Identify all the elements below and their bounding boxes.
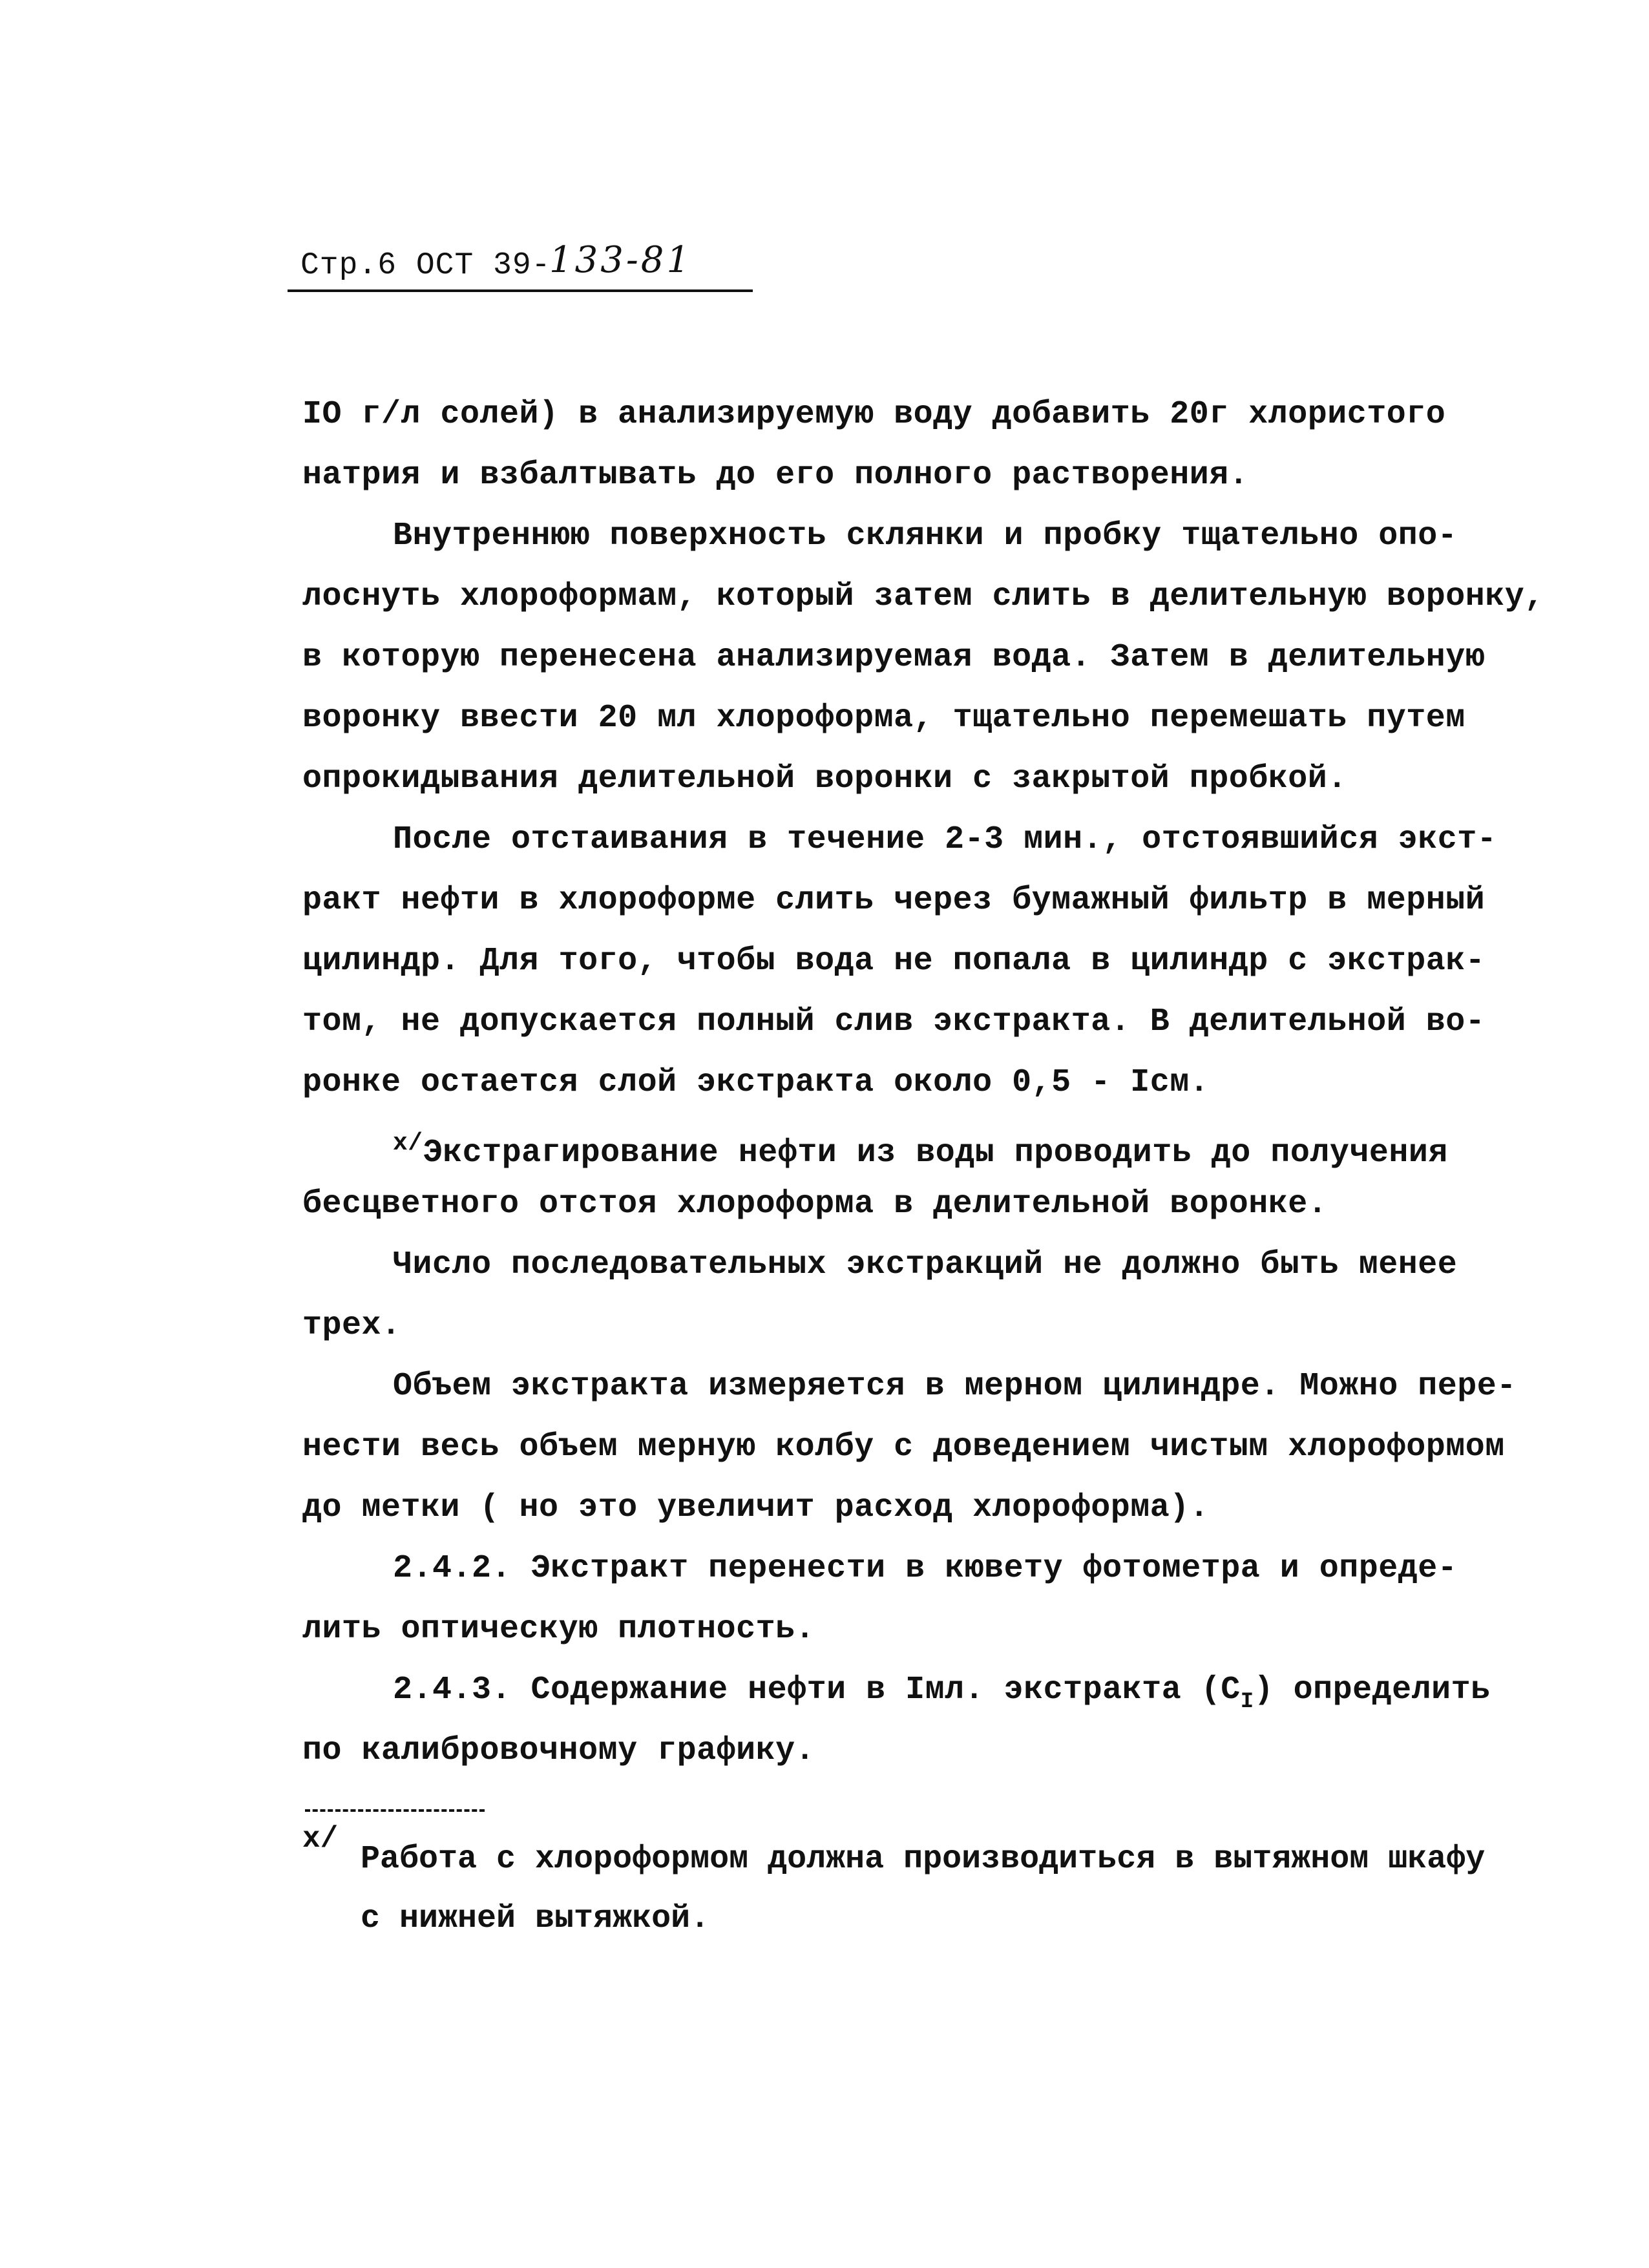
text-span: Экстрагирование нефти из воды проводить до получения: [423, 1135, 1448, 1171]
paragraph-start: Число последовательных экстракций не должно быть менее: [393, 1246, 1458, 1283]
subscript: I: [1240, 1690, 1254, 1714]
header-handwritten-number: 133-81: [549, 239, 693, 281]
text-line: бесцветного отстоя хлороформа в делительной воронке.: [302, 1186, 1328, 1223]
footnote-line: с нижней вытяжкой.: [361, 1900, 710, 1937]
text-line: ракт нефти в хлороформе слить через бумажный фильтр в мерный: [302, 882, 1486, 919]
body-text: [302, 384, 1544, 1781]
text-line: до метки ( но это увеличит расход хлороформа).: [302, 1489, 1210, 1526]
footnote-mark: x/: [302, 1822, 339, 1856]
page-header: [288, 239, 753, 292]
section-2-4-2: 2.4.2. Экстракт перенести в кювету фотометра и опреде-: [393, 1550, 1458, 1587]
paragraph-start-footnoted: [302, 1113, 1511, 1174]
footnote-separator: [305, 1809, 485, 1812]
text-line: нести весь объем мерную колбу с доведением чистым хлороформом: [302, 1429, 1505, 1465]
text-line: цилиндр. Для того, чтобы вода не попала в цилиндр с экстрак-: [302, 943, 1486, 980]
footnote-reference-mark: x/: [393, 1129, 423, 1157]
text-line: том, не допускается полный слив экстракта. В делительной во-: [302, 1003, 1486, 1040]
paragraph-start: После отстаивания в течение 2-3 мин., отстоявшийся экст-: [393, 821, 1497, 858]
text-line: по калибровочному графику.: [302, 1732, 815, 1769]
paragraph-start: Внутреннюю поверхность склянки и пробку тщательно опо-: [393, 518, 1458, 554]
text-span: 2.4.3. Содержание нефти в Iмл. экстракта (С: [393, 1672, 1241, 1708]
text-line: опрокидывания делительной воронки с закрытой пробкой.: [302, 761, 1347, 797]
header-page-and-standard: Стр.6 ОСТ 39-: [300, 248, 551, 283]
text-line: в которую перенесена анализируемая вода. Затем в делительную: [302, 639, 1486, 676]
section-2-4-3: [302, 1660, 1511, 1721]
footnote-text: [361, 1830, 1524, 1949]
footnote-line: Работа с хлороформом должна производиться в вытяжном шкафу: [361, 1841, 1486, 1878]
text-line: лоснуть хлороформам, который затем слить в делительную воронку,: [302, 578, 1544, 615]
text-line: лить оптическую плотность.: [302, 1611, 815, 1648]
text-line: ронке остается слой экстракта около 0,5 - Iсм.: [302, 1064, 1210, 1101]
paragraph-start: Объем экстракта измеряется в мерном цилиндре. Можно пере-: [393, 1368, 1517, 1405]
text-line: IO г/л солей) в анализируемую воду добавить 20г хлористого: [302, 396, 1446, 433]
text-line: воронку ввести 20 мл хлороформа, тщательно перемешать путем: [302, 700, 1465, 737]
text-line: натрия и взбалтывать до его полного растворения.: [302, 457, 1249, 494]
text-line: трех.: [302, 1307, 401, 1344]
text-span: ) определить: [1254, 1672, 1491, 1708]
